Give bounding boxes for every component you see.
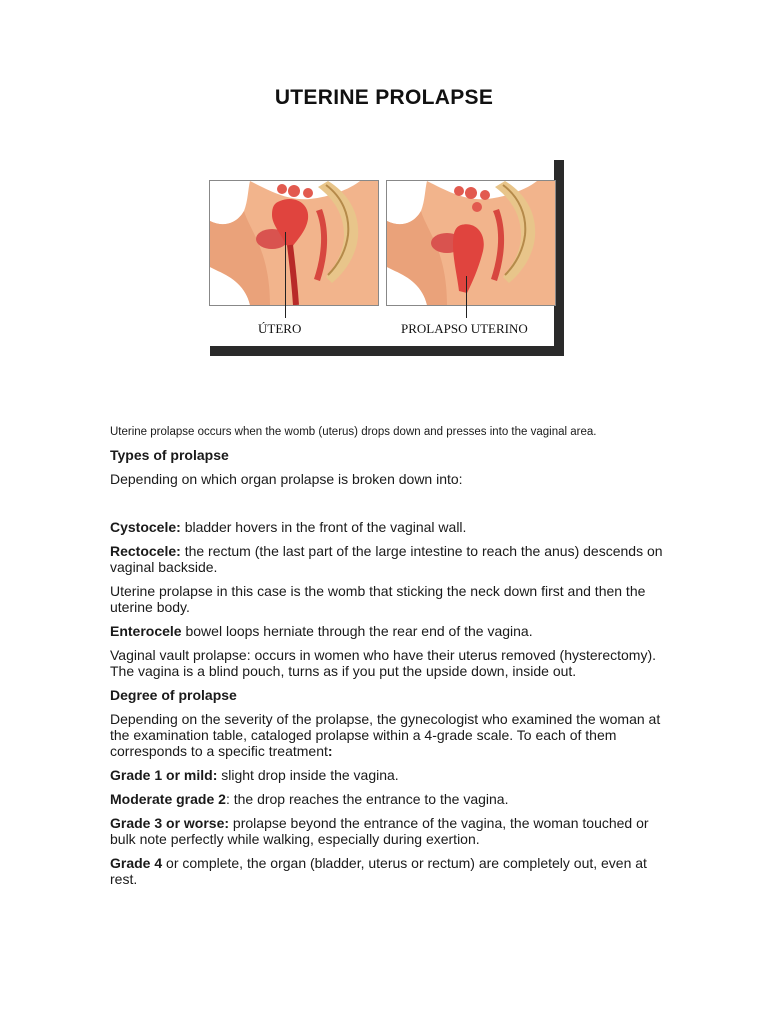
page-title: UTERINE PROLAPSE bbox=[274, 86, 494, 109]
degree-heading: Degree of prolapse bbox=[110, 687, 237, 703]
enterocele-text: bowel loops herniate through the rear end of the vagina. bbox=[181, 623, 533, 639]
pointer-line-utero bbox=[285, 232, 286, 318]
degree-intro-paragraph bbox=[110, 711, 670, 759]
cystocele-term: Cystocele: bbox=[110, 519, 181, 535]
rectocele-text: the rectum (the last part of the large intestine to reach the anus) descends on vaginal backside. bbox=[110, 543, 663, 575]
anatomy-illustration-prolapse bbox=[386, 180, 556, 306]
anatomy-illustration-normal bbox=[209, 180, 379, 306]
grade4-term: Grade 4 bbox=[110, 855, 163, 871]
figure-label-prolapse: PROLAPSO UTERINO bbox=[401, 321, 528, 336]
grade2-term: Moderate grade 2 bbox=[110, 791, 226, 807]
grade3-text: prolapse beyond the entrance of the vagina, the woman touched or bulk note perfectly while walking, especially during exertion. bbox=[110, 815, 649, 847]
enterocele-term: Enterocele bbox=[110, 623, 182, 639]
vault-paragraph: Vaginal vault prolapse: occurs in women who have their uterus removed (hysterectomy). The vagina is a blind pouch, turns as if you put the upside down, inside out. bbox=[110, 647, 656, 679]
grade1-text: slight drop inside the vagina. bbox=[217, 767, 399, 783]
types-intro: Depending on which organ prolapse is broken down into: bbox=[110, 471, 463, 487]
grade1-paragraph bbox=[110, 767, 670, 783]
uterine-case-paragraph: Uterine prolapse in this case is the womb that sticking the neck down first and then the uterine body. bbox=[110, 583, 646, 615]
cystocele-text: bladder hovers in the front of the vaginal wall. bbox=[180, 519, 467, 535]
document-body bbox=[110, 425, 670, 895]
enterocele-paragraph bbox=[110, 623, 670, 639]
degree-intro-text: Depending on the severity of the prolapse, the gynecologist who examined the woman at the examination table, cataloged prolapse within a 4-grade scale. To each of them corresponds to a specific treatment bbox=[110, 711, 661, 759]
rectocele-term: Rectocele: bbox=[110, 543, 181, 559]
degree-intro-colon: : bbox=[327, 743, 333, 759]
grade2-text: : the drop reaches the entrance to the vagina. bbox=[225, 791, 509, 807]
figure-label-utero: ÚTERO bbox=[258, 321, 302, 336]
types-heading: Types of prolapse bbox=[110, 447, 229, 463]
grade2-paragraph bbox=[110, 791, 670, 807]
grade3-term: Grade 3 or worse: bbox=[110, 815, 230, 831]
pointer-line-prolapse bbox=[466, 276, 467, 318]
intro-paragraph: Uterine prolapse occurs when the womb (uterus) drops down and presses into the vaginal area. bbox=[110, 426, 597, 438]
grade3-paragraph bbox=[110, 815, 670, 847]
grade4-text: or complete, the organ (bladder, uterus or rectum) are completely out, even at rest. bbox=[110, 855, 647, 887]
figure-shadow-bottom bbox=[210, 346, 564, 356]
cystocele-paragraph bbox=[110, 519, 670, 535]
grade4-paragraph bbox=[110, 855, 670, 887]
grade1-term: Grade 1 or mild: bbox=[110, 767, 218, 783]
rectocele-paragraph bbox=[110, 543, 670, 575]
